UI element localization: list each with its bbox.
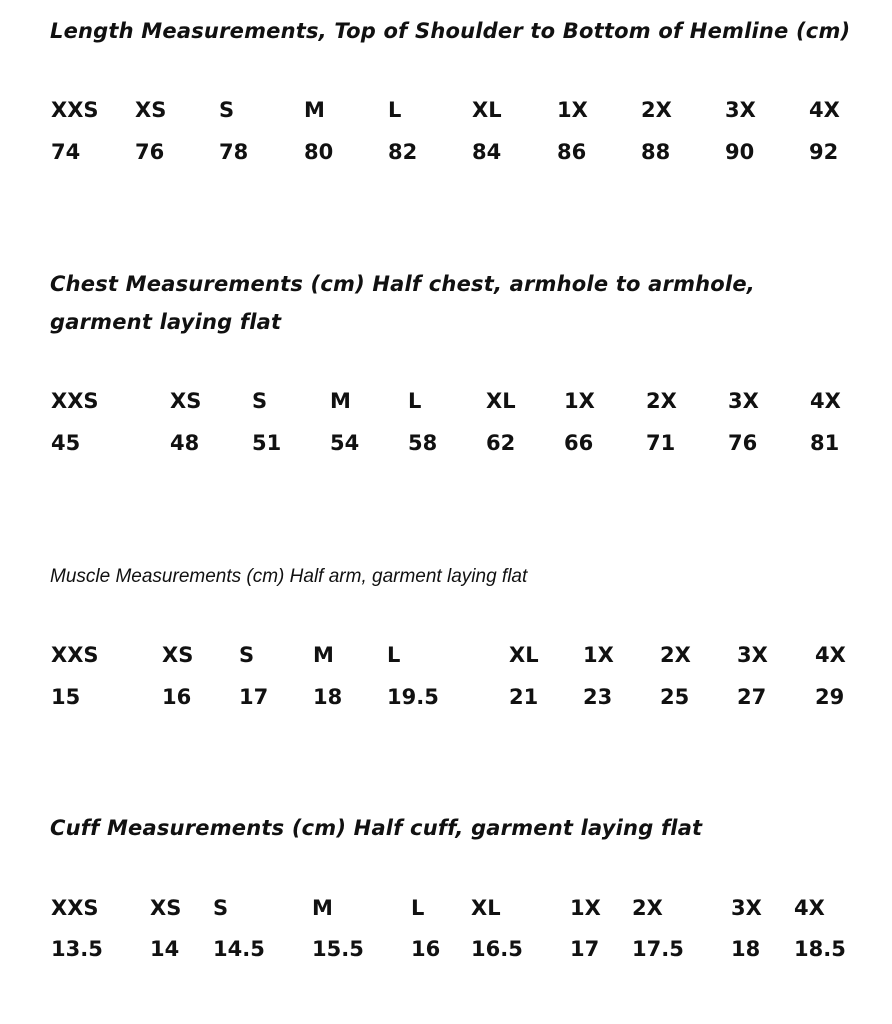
- size-label: 2X: [641, 98, 672, 122]
- size-label: 1X: [557, 98, 588, 122]
- measurement-value: 84: [472, 140, 502, 164]
- size-label: S: [239, 643, 255, 667]
- measurement-value: 90: [725, 140, 755, 164]
- measurement-value: 14: [150, 937, 180, 961]
- size-label: 1X: [583, 643, 614, 667]
- muscle-heading: Muscle Measurements (cm) Half arm, garment laying flat: [50, 566, 528, 587]
- measurement-value: 81: [810, 431, 840, 455]
- size-label: M: [312, 896, 333, 920]
- measurement-value: 82: [388, 140, 418, 164]
- measurement-value: 15: [51, 685, 81, 709]
- size-label: 3X: [728, 389, 759, 413]
- size-label: XXS: [51, 389, 99, 413]
- measurement-value: 15.5: [312, 937, 364, 961]
- chest-heading-continued: garment laying flat: [50, 310, 282, 334]
- size-label: XS: [162, 643, 194, 667]
- measurement-value: 58: [408, 431, 438, 455]
- size-label: XL: [486, 389, 516, 413]
- measurement-value: 74: [51, 140, 81, 164]
- measurement-value: 19.5: [387, 685, 439, 709]
- measurement-value: 76: [728, 431, 758, 455]
- measurement-value: 23: [583, 685, 613, 709]
- size-label: XS: [170, 389, 202, 413]
- measurement-value: 62: [486, 431, 516, 455]
- size-label: XL: [472, 98, 502, 122]
- measurement-value: 88: [641, 140, 671, 164]
- measurement-value: 17: [570, 937, 600, 961]
- size-label: 4X: [810, 389, 841, 413]
- measurement-value: 45: [51, 431, 81, 455]
- size-label: XL: [509, 643, 539, 667]
- measurement-value: 16: [162, 685, 192, 709]
- measurement-value: 17: [239, 685, 269, 709]
- size-label: M: [304, 98, 325, 122]
- size-label: 4X: [809, 98, 840, 122]
- size-label: 3X: [737, 643, 768, 667]
- chest-heading: Chest Measurements (cm) Half chest, armhole to armhole,: [50, 272, 755, 296]
- cuff-heading: Cuff Measurements (cm) Half cuff, garment laying flat: [50, 816, 703, 840]
- size-label: L: [387, 643, 401, 667]
- size-label: XS: [135, 98, 167, 122]
- measurement-value: 48: [170, 431, 200, 455]
- size-label: 3X: [731, 896, 762, 920]
- measurement-value: 16: [411, 937, 441, 961]
- size-label: 2X: [632, 896, 663, 920]
- measurement-value: 92: [809, 140, 839, 164]
- size-label: 4X: [815, 643, 846, 667]
- measurement-value: 17.5: [632, 937, 684, 961]
- measurement-value: 86: [557, 140, 587, 164]
- size-label: M: [330, 389, 351, 413]
- measurement-value: 14.5: [213, 937, 265, 961]
- size-label: XL: [471, 896, 501, 920]
- size-label: S: [213, 896, 229, 920]
- size-label: XS: [150, 896, 182, 920]
- measurement-value: 80: [304, 140, 334, 164]
- size-label: XXS: [51, 896, 99, 920]
- size-label: S: [219, 98, 235, 122]
- length-heading: Length Measurements, Top of Shoulder to Bottom of Hemline (cm): [50, 19, 851, 43]
- measurement-value: 54: [330, 431, 360, 455]
- size-label: 3X: [725, 98, 756, 122]
- measurement-value: 76: [135, 140, 165, 164]
- measurement-value: 13.5: [51, 937, 103, 961]
- size-label: S: [252, 389, 268, 413]
- size-label: M: [313, 643, 334, 667]
- measurement-value: 21: [509, 685, 539, 709]
- size-label: L: [408, 389, 422, 413]
- measurement-value: 29: [815, 685, 845, 709]
- size-label: 4X: [794, 896, 825, 920]
- measurement-value: 16.5: [471, 937, 523, 961]
- measurement-value: 25: [660, 685, 690, 709]
- size-label: XXS: [51, 98, 99, 122]
- size-label: 1X: [564, 389, 595, 413]
- size-label: 2X: [660, 643, 691, 667]
- measurement-value: 71: [646, 431, 676, 455]
- size-label: L: [411, 896, 425, 920]
- measurement-value: 78: [219, 140, 249, 164]
- measurement-value: 66: [564, 431, 594, 455]
- size-label: L: [388, 98, 402, 122]
- measurement-value: 18.5: [794, 937, 846, 961]
- measurement-value: 27: [737, 685, 767, 709]
- size-label: 1X: [570, 896, 601, 920]
- measurement-value: 18: [313, 685, 343, 709]
- size-label: 2X: [646, 389, 677, 413]
- measurement-value: 18: [731, 937, 761, 961]
- size-label: XXS: [51, 643, 99, 667]
- measurement-value: 51: [252, 431, 282, 455]
